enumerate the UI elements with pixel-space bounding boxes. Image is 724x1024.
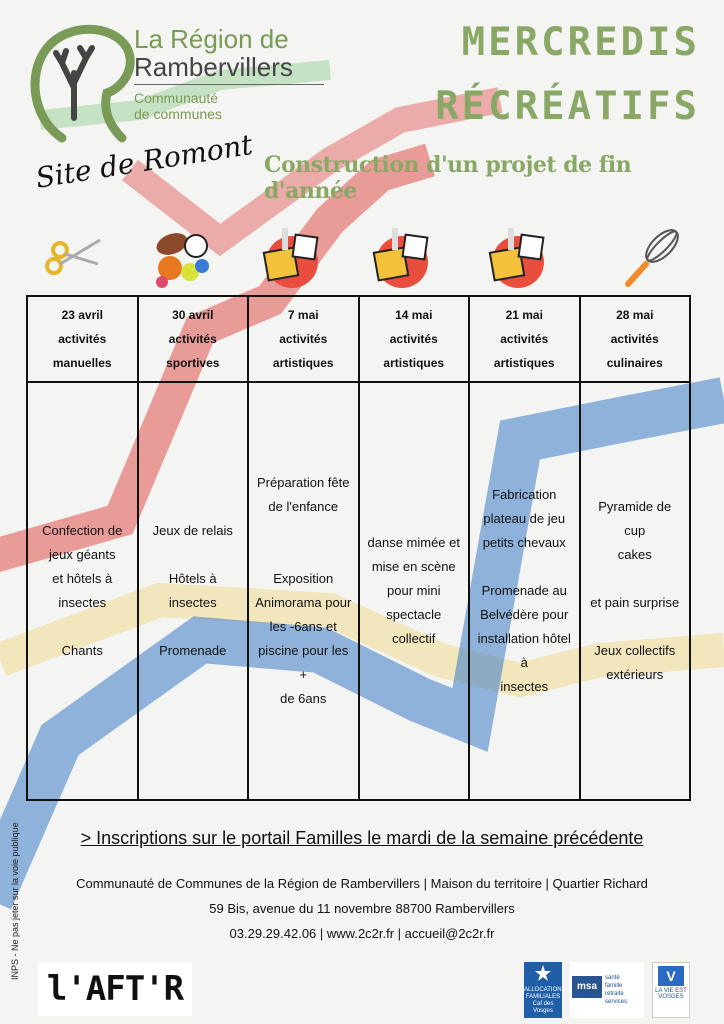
column-header: [359, 296, 470, 382]
spacer: [34, 615, 131, 639]
header-label2: artistiques: [272, 356, 334, 370]
logo-subtext: [134, 90, 222, 122]
msa-logo-mark: msa: [572, 976, 602, 998]
activity-line: Chants: [61, 643, 103, 658]
contact-line: 03.29.29.42.06 | www.2c2r.fr | accueil@2c2r.fr: [229, 926, 495, 941]
title-line1: MERCREDIS: [461, 20, 700, 65]
activities-cell: [359, 382, 470, 800]
activity-line: insectes: [58, 595, 107, 610]
spacer: [145, 543, 242, 567]
header-label2: artistiques: [493, 356, 555, 370]
header-row: [27, 296, 690, 382]
activity-line: et hôtels à: [52, 571, 113, 586]
msa-text-line: retraite: [605, 991, 624, 997]
activity-line: Préparation fête: [256, 475, 350, 490]
palette-icon: [484, 226, 548, 290]
activity-line: spectacle collectif: [386, 607, 442, 646]
activity-line: Pyramide de cup: [598, 499, 672, 538]
activity-line: jeux géants: [49, 547, 116, 562]
column-header: [27, 296, 138, 382]
caf-logo: [524, 962, 566, 1018]
logo-text-line2: Rambervillers: [134, 52, 293, 82]
activity-line: de 6ans: [280, 691, 327, 706]
spacer: [476, 555, 573, 579]
header-label1: activités: [279, 332, 328, 346]
activity-line: cakes: [617, 547, 652, 562]
activity-line: Fabrication: [492, 487, 557, 502]
activity-line: les -6ans et: [269, 619, 337, 634]
activity-line: Promenade au: [481, 583, 567, 598]
activity-line: danse mimée et: [367, 535, 460, 550]
column-header: [580, 296, 691, 382]
header-date: 30 avril: [172, 308, 214, 322]
caf-star-icon: [524, 962, 562, 984]
activity-line: Hôtels à insectes: [168, 571, 217, 610]
vosges-logo-mark: V: [658, 966, 684, 986]
activities-cell: [469, 382, 580, 800]
header-date: 23 avril: [61, 308, 103, 322]
recycling-note: INPS - Ne pas jeter sur la voie publique: [10, 822, 20, 980]
column-header: [248, 296, 359, 382]
activity-line: mise en scène: [371, 559, 456, 574]
header-date: 7 mai: [287, 308, 319, 322]
spacer: [587, 567, 684, 591]
logo-text-line1: La Région de: [134, 24, 289, 54]
vosges-logo-text: LA VIE EST VOSGES: [655, 988, 687, 1000]
activities-cell: [138, 382, 249, 800]
activity-line: Jeux collectifs: [594, 643, 676, 658]
header-label1: activités: [58, 332, 107, 346]
header-label1: activités: [389, 332, 438, 346]
activities-cell: [248, 382, 359, 800]
activity-line: insectes: [500, 679, 549, 694]
activity-line: et pain surprise: [590, 595, 680, 610]
whisk-icon: [620, 226, 684, 290]
header-date: 14 mai: [395, 308, 433, 322]
spacer: [587, 615, 684, 639]
palette-icon: [368, 226, 432, 290]
activity-line: installation hôtel à: [477, 631, 571, 670]
activity-line: Animorama pour: [255, 595, 352, 610]
logo-subtext-line1: Communauté: [134, 90, 219, 106]
column-header: [138, 296, 249, 382]
activity-line: Jeux de relais: [152, 523, 233, 538]
logo-subtext-line2: de communes: [134, 106, 222, 122]
logo-divider: [134, 84, 324, 85]
spacer: [255, 543, 352, 567]
sports-balls-icon: [150, 226, 214, 290]
header-label2: manuelles: [52, 356, 112, 370]
subtitle: Construction d'un projet de fin d'année: [264, 152, 632, 204]
inscriptions-link[interactable]: > Inscriptions sur le portail Familles le mardi de la semaine précédente: [80, 828, 644, 848]
address-line2: 59 Bis, avenue du 11 novembre 88700 Rambervillers: [209, 901, 515, 916]
activity-line: de l'enfance: [268, 499, 339, 514]
activity-line: piscine pour les +: [258, 643, 349, 682]
activity-line: plateau de jeu: [483, 511, 566, 526]
msa-text-line: santé: [605, 975, 620, 981]
header-label2: culinaires: [606, 356, 663, 370]
activity-line: petits chevaux: [482, 535, 566, 550]
msa-logo: [570, 962, 644, 1018]
msa-text-line: services: [605, 999, 628, 1005]
spacer: [145, 615, 242, 639]
header-label1: activités: [500, 332, 549, 346]
activity-line: Confection de: [42, 523, 123, 538]
schedule-table: [26, 295, 691, 801]
activities-cell: [27, 382, 138, 800]
caf-logo-text: ALLOCATIONS FAMILIALES Caf des Vosges: [524, 987, 566, 1014]
activities-cell: [580, 382, 691, 800]
column-header: [469, 296, 580, 382]
msa-text-line: famille: [605, 983, 623, 989]
scissors-icon: [40, 226, 104, 290]
spacer: [255, 519, 352, 543]
activities-row: [27, 382, 690, 800]
activity-line: Exposition: [273, 571, 334, 586]
activity-line: extérieurs: [606, 667, 664, 682]
tree-logo-icon: [22, 18, 152, 148]
activity-line: pour mini: [387, 583, 441, 598]
header-label1: activités: [610, 332, 659, 346]
title-line2: RÉCRÉATIFS: [435, 84, 700, 129]
address-line1: Communauté de Communes de la Région de Rambervillers | Maison du territoire | Quartier Richard: [76, 876, 648, 891]
header-date: 28 mai: [616, 308, 654, 322]
activity-line: Belvédère pour: [480, 607, 569, 622]
vosges-logo: [652, 962, 690, 1018]
header-date: 21 mai: [505, 308, 543, 322]
aftr-logo: l'AFT'R: [38, 962, 192, 1016]
site-label: Site de Romont: [33, 127, 255, 195]
header-label1: activités: [168, 332, 217, 346]
palette-icon: [258, 226, 322, 290]
activity-line: Promenade: [159, 643, 227, 658]
header-label2: sportives: [166, 356, 220, 370]
msa-logo-text: [605, 974, 627, 1006]
header-label2: artistiques: [383, 356, 445, 370]
